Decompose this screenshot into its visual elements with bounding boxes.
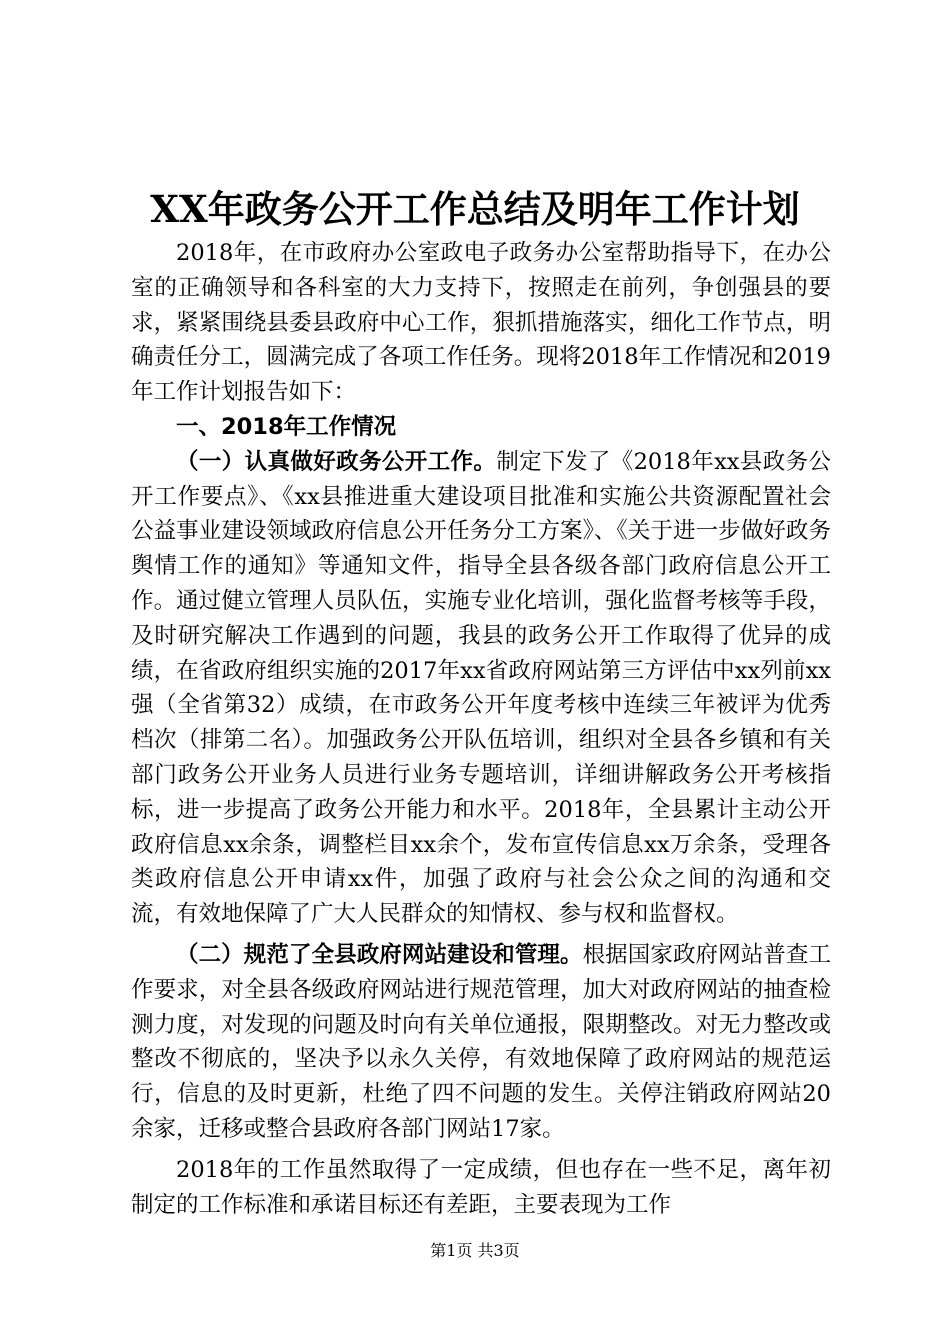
document-body (131, 236, 831, 1222)
item-1-paragraph (131, 445, 831, 932)
page-number: 第1页 共3页 (430, 1241, 520, 1260)
section-heading: 一、2018年工作情况 (176, 413, 397, 440)
item-2-body: 根据国家政府网站普查工作要求，对全县各级政府网站进行规范管理，加大对政府网站的抽查检测力度，对发现的问题及时向有关单位通报，限期整改。对无力整改或整改不彻底的，坚决予以永久关停，有效地保障了政府网站的规范运行，信息的及时更新，杜绝了四不问题的发生。关停注销政府网站20余家，迁移或整合县政府各部门网站17家。 (131, 941, 831, 1142)
item-2-lead: （二）规范了全县政府网站建设和管理。 (176, 941, 583, 968)
item-2-paragraph (131, 938, 831, 1147)
closing-paragraph: 2018年的工作虽然取得了一定成绩，但也存在一些不足，离年初制定的工作标准和承诺目标还有差距，主要表现为工作 (131, 1156, 831, 1218)
item-1-lead: （一）认真做好政务公开工作。 (176, 448, 497, 475)
item-1-body: 制定下发了《2018年xx县政务公开工作要点》、《xx县推进重大建设项目批准和实施公共资源配置社会公益事业建设领域政府信息公开任务分工方案》、《关于进一步做好政务舆情工作的通知》等通知文件，指导全县各级各部门政府信息公开工作。通过健立管理人员队伍，实施专业化培训，强化监督考核等手段，及时研究解决工作遇到的问题，我县的政务公开工作取得了优异的成绩，在省政府组织实施的2017年xx省政府网站第三方评估中xx列前xx强（全省第32）成绩，在市政务公开年度考核中连续三年被评为优秀档次（排第二名）。加强政务公开队伍培训，组织对全县各乡镇和有关部门政务公开业务人员进行业务专题培训，详细讲解政务公开考核指标，进一步提高了政务公开能力和水平。2018年，全县累计主动公开政府信息xx余条，调整栏目xx余个，发布宣传信息xx万余条，受理各类政府信息公开申请xx件，加强了政府与社会公众之间的沟通和交流，有效地保障了广大人民群众的知情权、参与权和监督权。 (131, 448, 831, 928)
intro-paragraph: 2018年，在市政府办公室政电子政务办公室帮助指导下，在办公室的正确领导和各科室的大力支持下，按照走在前列，争创强县的要求，紧紧围绕县委县政府中心工作，狠抓措施落实，细化工作节点，明确责任分工，圆满完成了各项工作任务。现将2018年工作情况和2019年工作计划报告如下： (131, 240, 831, 406)
document-title: XX年政务公开工作总结及明年工作计划 (150, 187, 800, 231)
